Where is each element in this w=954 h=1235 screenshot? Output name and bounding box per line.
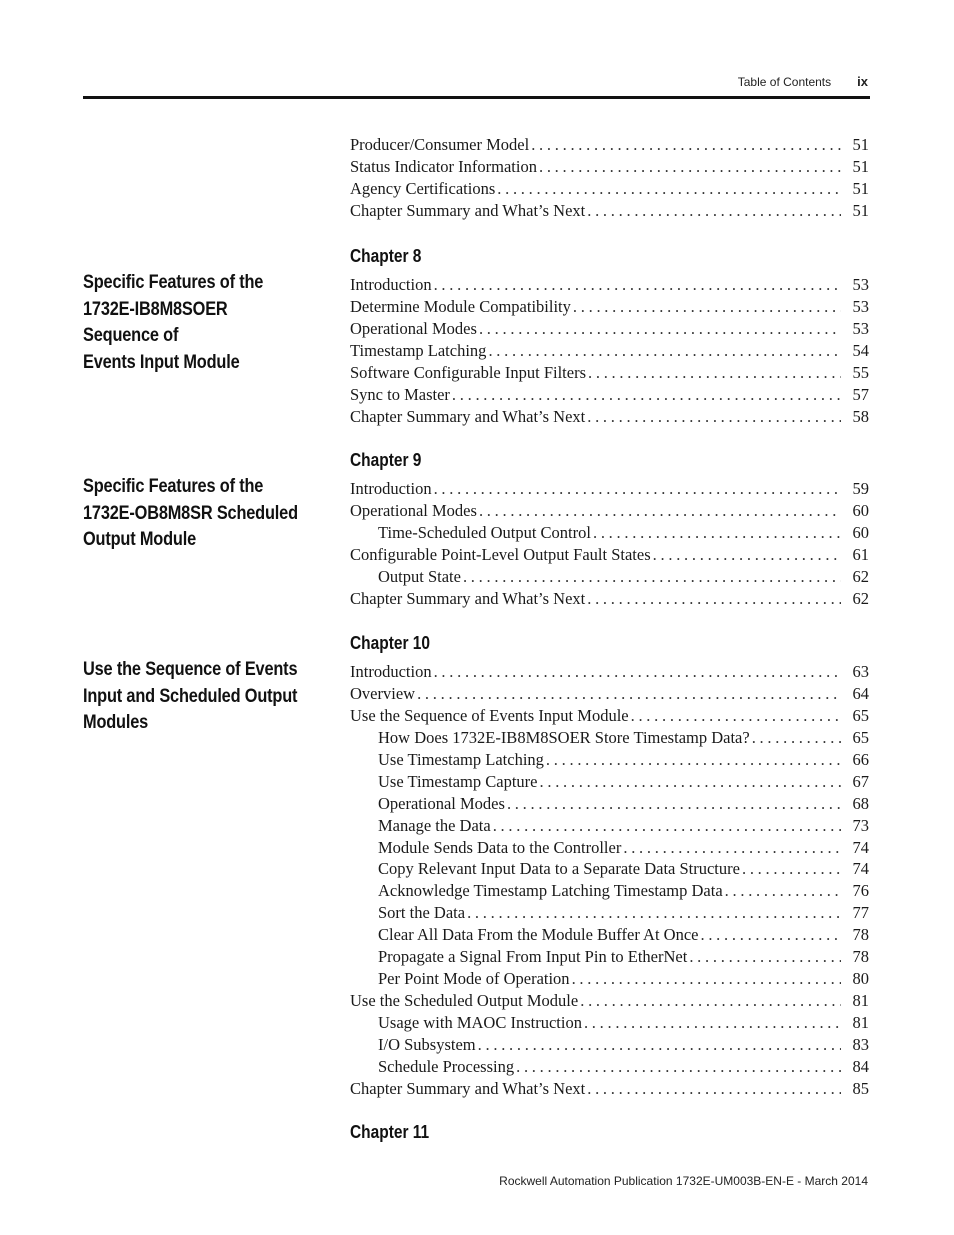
dot-leader bbox=[516, 1056, 841, 1078]
toc-entry-title: Configurable Point-Level Output Fault States bbox=[350, 544, 651, 564]
toc-entry[interactable] bbox=[350, 968, 869, 990]
toc-entry-title: Chapter Summary and What’s Next bbox=[350, 588, 586, 608]
toc-entry[interactable] bbox=[350, 793, 869, 815]
dot-leader bbox=[700, 924, 841, 946]
chapter-9-title[interactable] bbox=[83, 474, 303, 554]
toc-entry-title: Schedule Processing bbox=[378, 1056, 515, 1076]
dot-leader bbox=[540, 771, 842, 793]
toc-entry-title: Introduction bbox=[350, 275, 432, 294]
toc-entry-page-number: 81 bbox=[852, 1013, 869, 1032]
chapter-10-title[interactable] bbox=[83, 657, 303, 737]
toc-entry-title: Operational Modes bbox=[350, 500, 477, 520]
toc-entry-title: Output State bbox=[378, 566, 461, 586]
toc-entry-title: Introduction bbox=[350, 479, 432, 498]
dot-leader bbox=[434, 661, 841, 683]
dot-leader bbox=[531, 134, 841, 156]
toc-entry-page-number: 81 bbox=[852, 991, 869, 1011]
toc-entry-page-number: 83 bbox=[852, 1034, 869, 1054]
toc-entry[interactable] bbox=[350, 946, 869, 968]
toc-entry-page-number: 64 bbox=[852, 683, 869, 703]
toc-entry-title: Agency Certifications bbox=[350, 178, 496, 198]
toc-entry-title: Manage the Data bbox=[378, 815, 491, 835]
title-line: Use the Sequence of Events bbox=[83, 659, 298, 680]
toc-entry-page-number: 74 bbox=[852, 837, 869, 857]
toc-entry-page-number: 59 bbox=[852, 479, 869, 498]
dot-leader bbox=[478, 1034, 841, 1056]
dot-leader bbox=[593, 522, 841, 544]
chapter-8-title[interactable] bbox=[83, 270, 303, 376]
dot-leader bbox=[539, 156, 841, 178]
dot-leader bbox=[452, 384, 841, 406]
toc-entry[interactable] bbox=[350, 362, 869, 384]
toc-entry-page-number: 51 bbox=[852, 135, 869, 154]
toc-entry-title: Introduction bbox=[350, 662, 432, 681]
toc-entry-title: I/O Subsystem bbox=[378, 1034, 476, 1054]
dot-leader bbox=[588, 362, 841, 384]
toc-entry-title: Software Configurable Input Filters bbox=[350, 362, 586, 382]
dot-leader bbox=[587, 200, 841, 222]
toc-entry-title: Chapter Summary and What’s Next bbox=[350, 1078, 586, 1098]
toc-entry-title: Module Sends Data to the Controller bbox=[378, 837, 622, 857]
toc-entry-page-number: 62 bbox=[852, 588, 869, 608]
toc-entry[interactable] bbox=[350, 1056, 869, 1078]
toc-entry[interactable] bbox=[350, 522, 869, 544]
toc-entry[interactable] bbox=[350, 384, 869, 406]
dot-leader bbox=[587, 406, 841, 428]
toc-entry[interactable] bbox=[350, 815, 869, 837]
toc-entry[interactable] bbox=[350, 406, 869, 428]
toc-entry-title: Timestamp Latching bbox=[350, 340, 487, 360]
toc-entry[interactable] bbox=[350, 771, 869, 793]
chapter-10-entries bbox=[350, 661, 869, 1100]
toc-entry[interactable] bbox=[350, 727, 869, 749]
toc-entry[interactable] bbox=[350, 340, 869, 362]
toc-entry[interactable] bbox=[350, 296, 869, 318]
toc-entry-title: Determine Module Compatibility bbox=[350, 296, 571, 316]
dot-leader bbox=[479, 500, 841, 522]
chapter-9-label: Chapter 9 bbox=[350, 450, 422, 470]
toc-entry-title: Clear All Data From the Module Buffer At Once bbox=[378, 925, 699, 945]
dot-leader bbox=[725, 880, 841, 902]
toc-entry-page-number: 53 bbox=[852, 296, 869, 316]
toc-entry[interactable] bbox=[350, 880, 869, 902]
toc-entry[interactable] bbox=[350, 200, 869, 222]
chapter-9-entries bbox=[350, 478, 869, 610]
toc-entry-page-number: 61 bbox=[852, 544, 869, 564]
dot-leader bbox=[546, 749, 841, 771]
toc-entry-page-number: 68 bbox=[852, 793, 869, 813]
toc-entry-page-number: 53 bbox=[852, 318, 869, 338]
toc-entry-page-number: 53 bbox=[852, 275, 869, 294]
toc-entry[interactable] bbox=[350, 661, 869, 683]
toc-entry-title: How Does 1732E-IB8M8SOER Store Timestamp Data? bbox=[378, 727, 750, 747]
chapter-8-label: Chapter 8 bbox=[350, 246, 422, 266]
dot-leader bbox=[631, 705, 841, 727]
dot-leader bbox=[417, 683, 841, 705]
dot-leader bbox=[434, 274, 841, 296]
toc-entry-title: Sync to Master bbox=[350, 384, 450, 404]
toc-entry-title: Operational Modes bbox=[378, 793, 505, 813]
toc-entry-title: Usage with MAOC Instruction bbox=[378, 1013, 582, 1032]
toc-entry-page-number: 78 bbox=[852, 925, 869, 945]
toc-entry-page-number: 77 bbox=[852, 903, 869, 923]
chapter-11-label: Chapter 11 bbox=[350, 1122, 430, 1142]
toc-entry-title: Time-Scheduled Output Control bbox=[378, 522, 591, 542]
title-line: Events Input Module bbox=[83, 351, 240, 373]
toc-entry-title: Chapter Summary and What’s Next bbox=[350, 200, 586, 220]
toc-entry-page-number: 58 bbox=[852, 406, 869, 426]
dot-leader bbox=[488, 340, 841, 362]
dot-leader bbox=[587, 588, 841, 610]
toc-entry-title: Per Point Mode of Operation bbox=[378, 969, 570, 989]
toc-entry-page-number: 51 bbox=[852, 156, 869, 176]
toc-entry-page-number: 62 bbox=[852, 566, 869, 586]
toc-entry-title: Propagate a Signal From Input Pin to EtherNet bbox=[378, 947, 688, 967]
toc-entry-title: Use the Scheduled Output Module bbox=[350, 991, 579, 1011]
dot-leader bbox=[653, 544, 841, 566]
toc-entry[interactable] bbox=[350, 318, 869, 340]
toc-entry[interactable] bbox=[350, 902, 869, 924]
toc-entry[interactable] bbox=[350, 1078, 869, 1100]
publication-footer: Rockwell Automation Publication 1732E-UM003B-EN-E - March 2014 bbox=[499, 1174, 868, 1188]
toc-entry-page-number: 51 bbox=[852, 200, 869, 220]
toc-entry[interactable] bbox=[350, 1034, 869, 1056]
dot-leader bbox=[752, 727, 841, 749]
toc-entry[interactable] bbox=[350, 134, 869, 156]
toc-entry-page-number: 73 bbox=[852, 815, 869, 835]
toc-entry[interactable] bbox=[350, 500, 869, 522]
toc-entry-title: Acknowledge Timestamp Latching Timestamp Data bbox=[378, 881, 723, 901]
toc-entry[interactable] bbox=[350, 566, 869, 588]
title-line: Input and Scheduled Output bbox=[83, 685, 298, 707]
dot-leader bbox=[689, 946, 841, 968]
toc-entry-title: Status Indicator Information bbox=[350, 156, 537, 176]
toc-entry-page-number: 74 bbox=[852, 859, 869, 879]
toc-entry-title: Operational Modes bbox=[350, 318, 477, 338]
toc-entry-page-number: 51 bbox=[852, 178, 869, 198]
title-line: 1732E-IB8M8SOER Sequence of bbox=[83, 298, 228, 346]
toc-entry[interactable] bbox=[350, 749, 869, 771]
toc-entry-page-number: 85 bbox=[852, 1078, 869, 1098]
title-line: 1732E-OB8M8SR Scheduled bbox=[83, 502, 298, 524]
toc-entry-page-number: 80 bbox=[852, 969, 869, 989]
toc-entry[interactable] bbox=[350, 478, 869, 500]
toc-entry-title: Use Timestamp Capture bbox=[378, 771, 538, 791]
toc-entry[interactable] bbox=[350, 858, 869, 880]
dot-leader bbox=[467, 902, 841, 924]
toc-entry-title: Copy Relevant Input Data to a Separate Data Structure bbox=[378, 859, 740, 879]
dot-leader bbox=[463, 566, 841, 588]
title-line: Specific Features of the bbox=[83, 272, 264, 293]
dot-leader bbox=[493, 815, 841, 837]
toc-entry[interactable] bbox=[350, 837, 869, 859]
header-page-number: ix bbox=[857, 74, 868, 89]
toc-entry-page-number: 66 bbox=[852, 749, 869, 769]
toc-entry-page-number: 54 bbox=[852, 340, 869, 360]
dot-leader bbox=[572, 968, 841, 990]
toc-entries-continued bbox=[350, 134, 869, 222]
chapter-8-entries bbox=[350, 274, 869, 428]
dot-leader bbox=[742, 858, 841, 880]
header-rule bbox=[83, 96, 870, 99]
toc-entry-title: Sort the Data bbox=[378, 903, 466, 923]
dot-leader bbox=[580, 990, 841, 1012]
toc-entry-title: Use Timestamp Latching bbox=[378, 749, 544, 769]
toc-entry[interactable] bbox=[350, 156, 869, 178]
toc-entry[interactable] bbox=[350, 1012, 869, 1034]
toc-entry-page-number: 76 bbox=[852, 881, 869, 901]
toc-entry-title: Use the Sequence of Events Input Module bbox=[350, 705, 629, 725]
toc-entry-page-number: 60 bbox=[852, 500, 869, 520]
toc-entry[interactable] bbox=[350, 705, 869, 727]
toc-entry-page-number: 78 bbox=[852, 947, 869, 967]
toc-entry-page-number: 67 bbox=[852, 771, 869, 791]
title-line: Modules bbox=[83, 712, 149, 733]
toc-entry[interactable] bbox=[350, 683, 869, 705]
toc-entry-page-number: 84 bbox=[852, 1056, 869, 1076]
toc-entry-title: Producer/Consumer Model bbox=[350, 135, 530, 154]
toc-entry-page-number: 60 bbox=[852, 522, 869, 542]
title-line: Specific Features of the bbox=[83, 476, 264, 497]
toc-entry[interactable] bbox=[350, 178, 869, 200]
toc-entry[interactable] bbox=[350, 990, 869, 1012]
toc-entry-title: Chapter Summary and What’s Next bbox=[350, 406, 586, 426]
dot-leader bbox=[573, 296, 841, 318]
toc-entry-page-number: 65 bbox=[852, 705, 869, 725]
toc-entry[interactable] bbox=[350, 924, 869, 946]
toc-entry-page-number: 63 bbox=[852, 662, 869, 681]
toc-entry-title: Overview bbox=[350, 683, 416, 703]
toc-entry[interactable] bbox=[350, 588, 869, 610]
dot-leader bbox=[434, 478, 841, 500]
chapter-10-label: Chapter 10 bbox=[350, 633, 431, 653]
toc-entry-page-number: 55 bbox=[852, 362, 869, 382]
running-header bbox=[738, 74, 868, 89]
dot-leader bbox=[497, 178, 841, 200]
toc-entry[interactable] bbox=[350, 274, 869, 296]
dot-leader bbox=[479, 318, 841, 340]
dot-leader bbox=[587, 1078, 841, 1100]
toc-entry-page-number: 57 bbox=[852, 384, 869, 404]
dot-leader bbox=[507, 793, 841, 815]
toc-entry[interactable] bbox=[350, 544, 869, 566]
dot-leader bbox=[623, 837, 841, 859]
toc-entry-page-number: 65 bbox=[852, 727, 869, 747]
dot-leader bbox=[584, 1012, 841, 1034]
header-section-title: Table of Contents bbox=[737, 75, 832, 89]
title-line: Output Module bbox=[83, 529, 197, 550]
